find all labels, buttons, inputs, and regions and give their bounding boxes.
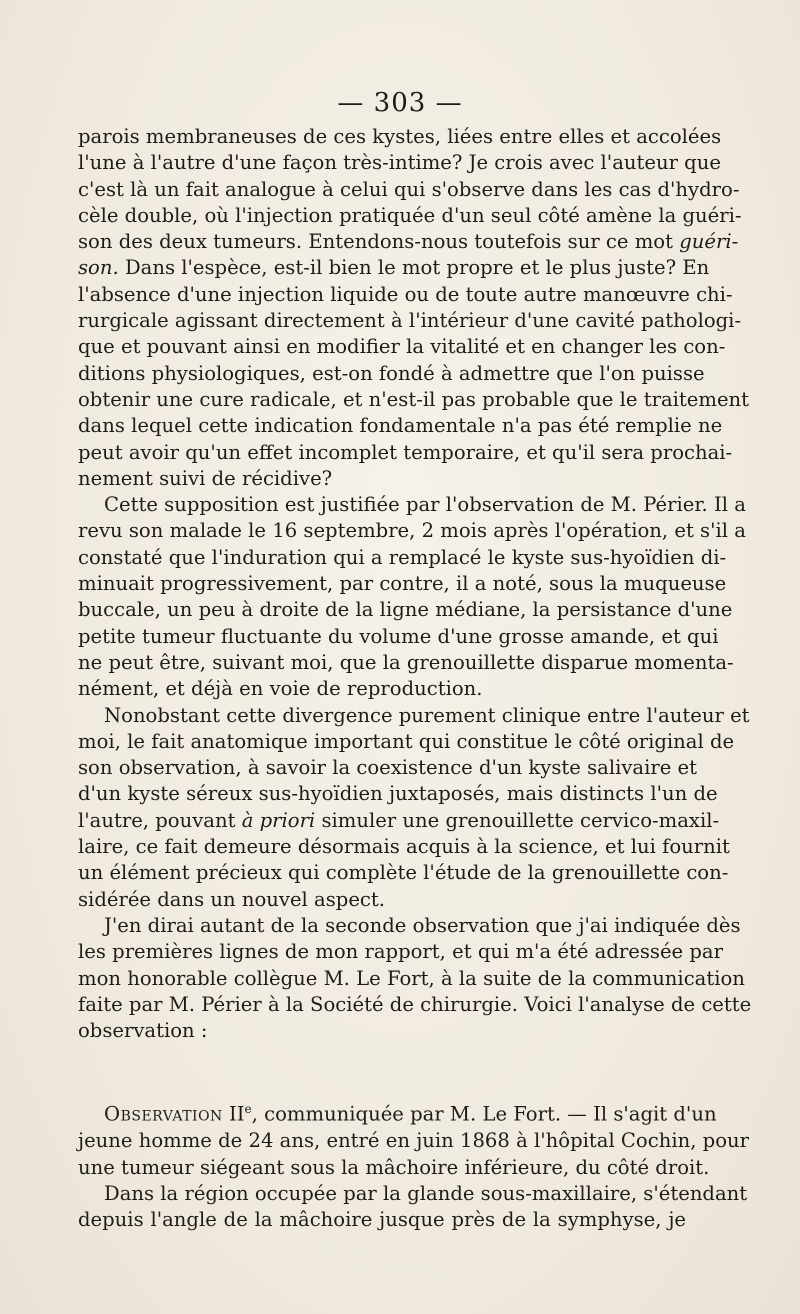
paragraph-4 (78, 913, 752, 1044)
text-line: ne peut être, suivant moi, que la grenouillette disparue momenta- (78, 650, 734, 674)
text-line: l'une à l'autre d'une façon très-intime? Je crois avec l'auteur que (78, 151, 721, 175)
text-run: l'autre, pouvant (78, 808, 236, 832)
text-line: sidérée dans un nouvel aspect. (78, 887, 385, 911)
text-line: son observation, à savoir la coexistence d'un kyste salivaire et (78, 756, 698, 780)
italic-phrase: à priori (241, 808, 316, 832)
observation-block (78, 1096, 749, 1180)
text-run: , communiquée par M. Le Fort. — Il s'agit d'un (251, 1102, 717, 1126)
text-line: J'en dirai autant de la seconde observation que j'ai indiquée dès (104, 913, 741, 937)
paragraph-1 (78, 124, 750, 492)
text-line: l'absence d'une injection liquide ou de toute autre manœuvre chi- (78, 282, 733, 306)
paragraph-3 (78, 703, 750, 913)
text-line: observation : (78, 1019, 208, 1043)
text-line (78, 229, 739, 255)
text-line: obtenir une cure radicale, et n'est-il pas probable que le traitement (78, 387, 750, 411)
text-line: moi, le fait anatomique important qui constitue le côté original de (78, 729, 735, 753)
italic-word: guéri- (679, 230, 739, 254)
text-line: mon honorable collègue M. Le Fort, à la suite de la communication (78, 966, 745, 990)
text-line: buccale, un peu à droite de la ligne médiane, la persistance d'une (78, 598, 733, 622)
observation-suffix: e (244, 1102, 252, 1117)
text-run: Dans l'espèce, est-il bien le mot propre et le plus juste? En (124, 256, 710, 280)
text-line: les premières lignes de mon rapport, et qui m'a été adressée par (78, 940, 723, 964)
text-line: que et pouvant ainsi en modifier la vitalité et en changer les con- (78, 335, 726, 359)
text-line (78, 255, 710, 281)
text-line: cèle double, où l'injection pratiquée d'un seul côté amène la guéri- (78, 203, 742, 227)
text-line: rurgicale agissant directement à l'intérieur d'une cavité pathologi- (78, 309, 742, 333)
text-line: Cette supposition est justifiée par l'observation de M. Périer. Il a (104, 493, 746, 517)
text-line: peut avoir qu'un effet incomplet temporaire, et qu'il sera prochai- (78, 440, 733, 464)
text-line: petite tumeur fluctuante du volume d'une grosse amande, et qui (78, 624, 719, 648)
text-line: revu son malade le 16 septembre, 2 mois après l'opération, et s'il a (78, 519, 746, 543)
observation-number: II (229, 1102, 245, 1126)
italic-word: son. (78, 256, 119, 280)
paragraph-2 (78, 492, 746, 702)
text-line (78, 808, 720, 834)
paragraph-6 (78, 1181, 748, 1234)
text-line: dans lequel cette indication fondamentale n'a pas été remplie ne (78, 414, 723, 438)
page-body (78, 124, 752, 1233)
text-line: Dans la région occupée par la glande sous-maxillaire, s'étendant (104, 1181, 748, 1205)
text-line: parois membraneuses de ces kystes, liées entre elles et accolées (78, 125, 722, 148)
text-line: ditions physiologiques, est-on fondé à admettre que l'on puisse (78, 361, 705, 385)
page-number: — 303 — (337, 88, 463, 118)
text-run: son des deux tumeurs. Entendons-nous toutefois sur ce mot (78, 230, 673, 254)
text-line: laire, ce fait demeure désormais acquis à la science, et lui fournit (78, 835, 730, 859)
text-line: minuait progressivement, par contre, il a noté, sous la muqueuse (78, 572, 727, 596)
observation-heading: Observation (104, 1102, 223, 1126)
text-line: faite par M. Périer à la Société de chirurgie. Voici l'analyse de cette (78, 992, 752, 1016)
text-line: depuis l'angle de la mâchoire jusque près de la symphyse, je (78, 1208, 686, 1232)
text-line: un élément précieux qui complète l'étude de la grenouillette con- (78, 861, 729, 885)
text-line (78, 1096, 717, 1128)
text-line: jeune homme de 24 ans, entré en juin 1868 à l'hôpital Cochin, pour (78, 1129, 749, 1153)
text-run: simuler une grenouillette cervico-maxil- (321, 808, 720, 832)
text-line: nément, et déjà en voie de reproduction. (78, 677, 483, 701)
text-line: constaté que l'induration qui a remplacé le kyste sus-hyoïdien di- (78, 545, 727, 569)
text-line: Nonobstant cette divergence purement clinique entre l'auteur et (104, 703, 750, 727)
text-line: nement suivi de récidive? (78, 466, 333, 490)
text-line: c'est là un fait analogue à celui qui s'observe dans les cas d'hydro- (78, 177, 740, 201)
text-line: d'un kyste séreux sus-hyoïdien juxtaposés, mais distincts l'un de (78, 782, 718, 806)
text-line: une tumeur siégeant sous la mâchoire inférieure, du côté droit. (78, 1155, 710, 1179)
